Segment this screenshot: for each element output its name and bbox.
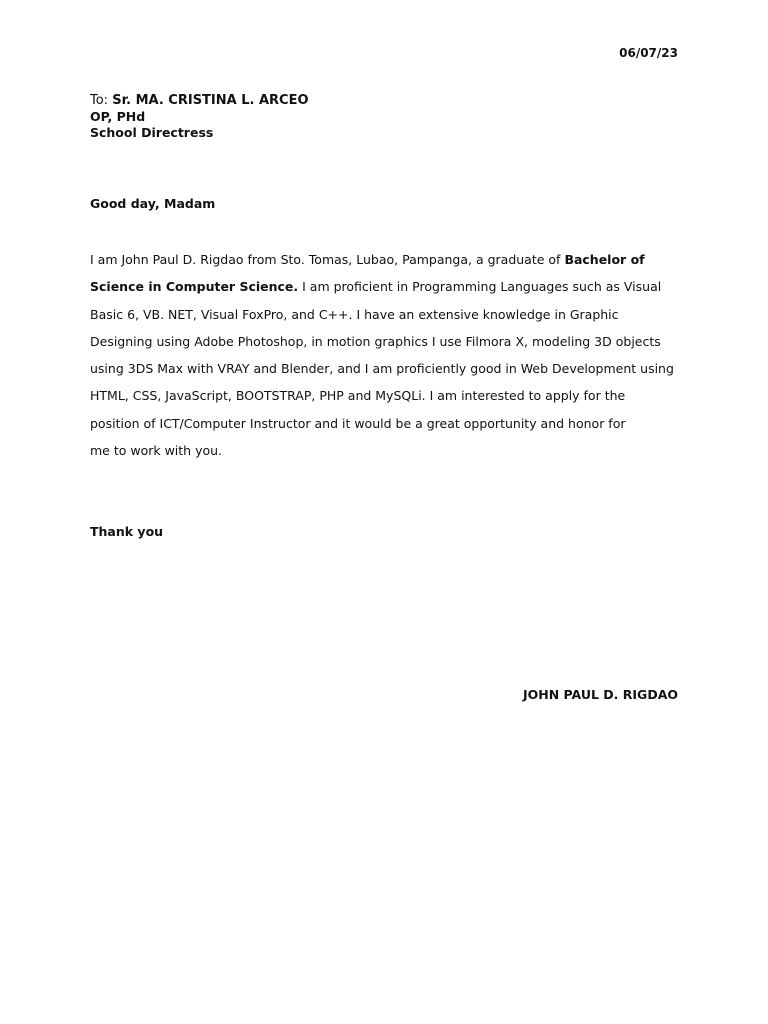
recipient-credentials: OP, PHd [90, 109, 146, 124]
body-text-segment: HTML, CSS, JavaScript, BOOTSTRAP, PHP and MySQLi. I am interested to apply for the [90, 388, 626, 404]
greeting: Good day, Madam [90, 196, 216, 211]
body-line [90, 355, 682, 382]
body-text-segment: Basic 6, VB. NET, Visual FoxPro, and C++. I have an extensive knowledge in Graphic [90, 306, 619, 322]
recipient-to-line [90, 93, 309, 109]
letter-body [90, 246, 682, 464]
body-line [90, 410, 682, 437]
recipient-position: School Directress [90, 125, 214, 140]
to-prefix: To: [90, 93, 109, 108]
body-line [90, 328, 682, 355]
body-line [90, 273, 682, 300]
body-text-segment: I am proficient in Programming Languages such as Visual [298, 279, 662, 295]
body-line [90, 382, 682, 409]
body-text-segment: me to work with you. [90, 443, 223, 459]
body-text-segment: position of ICT/Computer Instructor and it would be a great opportunity and honor for [90, 415, 626, 431]
body-line [90, 246, 682, 273]
body-text-segment: I am John Paul D. Rigdao from Sto. Tomas, Lubao, Pampanga, a graduate of [90, 252, 565, 267]
recipient-block [90, 93, 309, 141]
recipient-name: Sr. MA. CRISTINA L. ARCEO [112, 93, 309, 108]
body-bold-segment: Science in Computer Science. [90, 279, 299, 295]
body-line [90, 437, 682, 464]
body-line [90, 301, 682, 328]
body-text-segment: using 3DS Max with VRAY and Blender, and I am proficiently good in Web Development using [90, 361, 674, 377]
body-text-segment: Designing using Adobe Photoshop, in motion graphics I use Filmora X, modeling 3D objects [90, 333, 661, 349]
signature-name: JOHN PAUL D. RIGDAO [522, 687, 678, 702]
closing: Thank you [90, 524, 164, 539]
body-bold-segment: Bachelor of [564, 252, 645, 267]
letter-date: 06/07/23 [619, 46, 678, 60]
